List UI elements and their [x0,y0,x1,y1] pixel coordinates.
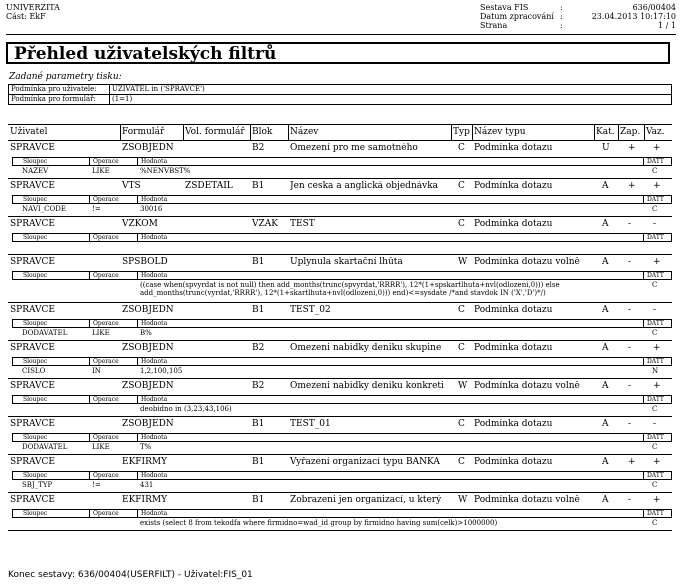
cell-blok: VZAK [252,219,278,229]
sub-col-divider [89,510,90,517]
condition-header-row [12,433,672,442]
filter-row [8,217,672,233]
sub-col-divider [89,158,90,165]
cell-kat: A [602,181,609,191]
filter-record [8,417,672,455]
col-divider [594,125,595,141]
sub-col-sloupec: Sloupec [23,272,48,279]
cell-zap: + [628,143,636,153]
cond-operace: != [92,481,101,489]
param-key: Podmínka pro formulář: [9,95,110,105]
sub-col-sloupec: Sloupec [23,196,48,203]
cell-typ: C [458,143,465,153]
filter-record [8,217,672,255]
cell-nazev-typu: Podmínka dotazu [474,219,553,229]
cond-hodnota: B% [140,329,152,337]
sub-col-divider [643,158,644,165]
cond-hodnota: %NENVBST% [140,167,191,175]
cell-zap: - [628,495,632,505]
sub-col-operace: Operace [93,472,119,479]
col-divider [288,125,289,141]
header-info-row [480,21,676,30]
cell-blok: B2 [252,343,265,353]
cell-vaz: + [653,457,661,467]
sub-col-operace: Operace [93,196,119,203]
sub-col-divider [89,434,90,441]
sub-col-divider [137,358,138,365]
cell-vaz: - [653,219,657,229]
sub-col-divider [137,272,138,279]
col-nazev-typu: Název typu [474,127,526,137]
cell-nazev: Omezení pro me samotného [290,143,418,153]
sub-col-divider [643,396,644,403]
report-header-right [480,3,676,30]
col-typ: Typ [453,127,470,137]
sub-col-divider [89,396,90,403]
sub-col-divider [643,358,644,365]
condition-row [12,480,672,490]
sub-col-hodnota: Hodnota [141,434,168,441]
cond-sloupec: SBJ_TYP [22,481,53,489]
sub-col-divider [643,320,644,327]
condition-header-row [12,157,672,166]
filter-row [8,341,672,357]
cond-operace: LIKE [92,443,110,451]
sub-col-divider [643,234,644,241]
record-divider [8,528,672,531]
sub-col-hodnota: Hodnota [141,272,168,279]
cell-zap: + [628,457,636,467]
cell-nazev: Omezeni nabidky deniku skupine [290,343,442,353]
col-uzivatel: Uživatel [10,127,48,137]
cond-hodnota: 1,2,100,105 [140,367,183,375]
cell-blok: B2 [252,143,265,153]
param-key: Podmínka pro uživatele: [9,85,110,95]
cond-hodnota: 431 [140,481,154,489]
cond-datt: C [652,405,658,413]
cell-nazev-typu: Podmínka dotazu [474,305,553,315]
sub-col-sloupec: Sloupec [23,320,48,327]
cell-nazev: Vyřazení organizací typu BANKA [290,457,440,467]
sub-col-hodnota: Hodnota [141,510,168,517]
cell-nazev: Omezeni nabidky deniku konkreti [290,381,444,391]
cell-typ: C [458,305,465,315]
cell-typ: C [458,343,465,353]
cell-zap: - [628,343,632,353]
cell-vaz: - [653,419,657,429]
col-divider [120,125,121,141]
col-kat: Kat. [596,127,615,137]
cell-zap: - [628,305,632,315]
condition-header-row [12,509,672,518]
sub-col-divider [643,196,644,203]
col-divider [250,125,251,141]
condition-row [12,442,672,452]
sub-col-hodnota: Hodnota [141,472,168,479]
sub-col-divider [89,234,90,241]
cell-form: ZSOBJEDN [122,143,174,153]
sub-col-divider [89,472,90,479]
cell-kat: A [602,419,609,429]
sub-col-divider [643,434,644,441]
cell-form: ZSOBJEDN [122,381,174,391]
cell-blok: B1 [252,457,265,467]
header-info-colon: : [560,12,563,21]
condition-row [12,518,672,528]
sub-col-divider [89,358,90,365]
cell-nazev-typu: Podmínka dotazu volně [474,495,580,505]
cell-blok: B1 [252,257,265,267]
cond-hodnota: 30016 [140,205,163,213]
sub-col-sloupec: Sloupec [23,434,48,441]
filter-row [8,379,672,395]
condition-row [12,166,672,176]
filter-row [8,417,672,433]
condition-header-row [12,395,672,404]
cell-nazev: TEST_01 [290,419,331,429]
cell-blok: B1 [252,495,265,505]
cond-datt: N [652,367,659,375]
col-zap: Zap. [620,127,641,137]
cell-kat: A [602,219,609,229]
cond-operace: LIKE [92,329,110,337]
sub-col-operace: Operace [93,234,119,241]
cond-datt: C [652,205,658,213]
param-value: UZIVATEL in ('SPRAVCE') [110,85,672,95]
cell-form: ZSOBJEDN [122,305,174,315]
cell-vaz: - [653,305,657,315]
sub-col-divider [137,510,138,517]
sub-col-sloupec: Sloupec [23,472,48,479]
sub-col-divider [137,396,138,403]
cell-nazev: TEST_02 [290,305,331,315]
sub-col-divider [137,234,138,241]
header-info-key: Datum zpracování [480,12,554,21]
cell-form: SPSBOLD [122,257,168,267]
sub-col-sloupec: Sloupec [23,396,48,403]
cond-datt: C [652,329,658,337]
cell-blok: B1 [252,419,265,429]
filter-record [8,493,672,531]
cell-vaz: + [653,495,661,505]
condition-row [12,242,672,252]
cell-user: SPRAVCE [10,495,56,505]
sub-col-datt: DATT [647,358,664,365]
cell-form: VZKOM [122,219,158,229]
cell-typ: C [458,457,465,467]
sub-col-divider [89,272,90,279]
cell-kat: A [602,495,609,505]
sub-col-datt: DATT [647,472,664,479]
sub-col-operace: Operace [93,158,119,165]
header-divider [6,34,676,35]
sub-col-hodnota: Hodnota [141,320,168,327]
col-divider [183,125,184,141]
filter-record [8,179,672,217]
col-divider [644,125,645,141]
filter-record [8,141,672,179]
filters-table [8,124,672,531]
params-label: Zadané parametry tisku: [9,72,122,82]
org-name: UNIVERZITA [6,3,60,12]
filter-record [8,341,672,379]
cell-typ: C [458,181,465,191]
sub-col-divider [89,320,90,327]
cell-user: SPRAVCE [10,457,56,467]
sub-col-hodnota: Hodnota [141,358,168,365]
cell-nazev: TEST [290,219,315,229]
cell-kat: A [602,343,609,353]
cell-form: EKFIRMY [122,457,168,467]
sub-col-sloupec: Sloupec [23,358,48,365]
title-box [6,42,670,64]
params-row [9,95,672,105]
condition-header-row [12,357,672,366]
page-title: Přehled uživatelských filtrů [14,44,277,64]
sub-col-datt: DATT [647,320,664,327]
cell-vaz: + [653,257,661,267]
params-row [9,85,672,95]
cond-sloupec: DODAVATEL [22,443,68,451]
cell-typ: W [458,257,468,267]
header-info-value: 1 / 1 [658,21,676,30]
condition-header-row [12,233,672,242]
header-info-colon: : [560,21,563,30]
sub-col-hodnota: Hodnota [141,396,168,403]
cell-nazev-typu: Podmínka dotazu [474,343,553,353]
header-info-key: Sestava FIS [480,3,529,12]
condition-header-row [12,271,672,280]
sub-col-divider [137,434,138,441]
filter-record [8,455,672,493]
sub-col-divider [89,196,90,203]
sub-col-divider [643,272,644,279]
cell-zap: - [628,381,632,391]
filter-row [8,493,672,509]
condition-row [12,366,672,376]
sub-col-datt: DATT [647,196,664,203]
cell-user: SPRAVCE [10,305,56,315]
cond-sloupec: DODAVATEL [22,329,68,337]
condition-row [12,204,672,214]
sub-col-sloupec: Sloupec [23,234,48,241]
cond-datt: C [652,167,658,175]
cell-user: SPRAVCE [10,219,56,229]
cell-blok: B1 [252,305,265,315]
sub-col-divider [643,472,644,479]
cell-user: SPRAVCE [10,181,56,191]
params-table [8,84,672,105]
cond-datt: C [652,443,658,451]
condition-row [12,280,672,300]
header-info-row [480,12,676,21]
cell-typ: W [458,381,468,391]
sub-col-operace: Operace [93,358,119,365]
condition-header-row [12,471,672,480]
cell-user: SPRAVCE [10,381,56,391]
cell-kat: A [602,257,609,267]
col-volformular: Vol. formulář [185,127,245,137]
cell-form: VTS [122,181,141,191]
col-divider [451,125,452,141]
filter-row [8,303,672,319]
filter-record [8,303,672,341]
cell-nazev: Uplynula skartační lhůta [290,257,403,267]
sub-col-operace: Operace [93,396,119,403]
org-dept: Cást: EkF [6,12,46,21]
cell-typ: C [458,219,465,229]
filter-row [8,255,672,271]
filter-row [8,455,672,471]
cond-operace: IN [92,367,101,375]
cell-kat: U [602,143,610,153]
report-footer: Konec sestavy: 636/00404(USERFILT) - Uživatel:FIS_01 [8,570,253,580]
sub-col-datt: DATT [647,510,664,517]
col-vaz: Vaz. [646,127,665,137]
cell-vaz: + [653,143,661,153]
cond-hodnota: ((case when(spvyrdat is not null) then add_months(trunc(spvyrdat,'RRRR'), 12*(1+spskartlhuta+nvl(odlozeni,0))) else add_months(trunc(vyrdat,'RRRR'), 12*(1+skartlhuta+nvl(odlozeni,0))) end)<=sysdate /*and stavdok IN ('X','D')*/) [140,281,560,297]
sub-col-datt: DATT [647,434,664,441]
param-value: (1=1) [110,95,672,105]
sub-col-datt: DATT [647,234,664,241]
cell-nazev-typu: Podmínka dotazu volně [474,257,580,267]
cell-nazev: Zobrazeni jen organizací, u který [290,495,442,505]
cond-sloupec: NAVI_CODE [22,205,66,213]
header-info-value: 636/00404 [632,3,676,12]
header-info-row [480,3,676,12]
cond-sloupec: CISLO [22,367,46,375]
cell-user: SPRAVCE [10,143,56,153]
sub-col-sloupec: Sloupec [23,510,48,517]
cell-form: ZSOBJEDN [122,343,174,353]
sub-col-datt: DATT [647,272,664,279]
report-header-left [6,3,60,21]
filter-record [8,379,672,417]
cell-vaz: + [653,381,661,391]
cell-nazev: Jen ceska a anglická objednávka [290,181,439,191]
sub-col-datt: DATT [647,158,664,165]
condition-header-row [12,319,672,328]
cell-nazev-typu: Podmínka dotazu [474,143,553,153]
cond-hodnota: exists (select 8 from tekodfa where firmidno=wad_id group by firmidno having sum(celk)>1000000) [140,519,498,527]
sub-col-operace: Operace [93,434,119,441]
cell-form: ZSOBJEDN [122,419,174,429]
sub-col-hodnota: Hodnota [141,196,168,203]
column-header-row [8,124,672,141]
sub-col-divider [137,158,138,165]
condition-row [12,404,672,414]
cond-operace: != [92,205,101,213]
cell-zap: + [628,181,636,191]
filter-row [8,179,672,195]
records-container [8,141,672,531]
cell-user: SPRAVCE [10,257,56,267]
col-formular: Formulář [122,127,165,137]
cell-nazev-typu: Podmínka dotazu [474,419,553,429]
cell-nazev-typu: Podmínka dotazu volně [474,381,580,391]
cell-blok: B2 [252,381,265,391]
cond-operace: LIKE [92,167,110,175]
cond-datt: C [652,281,658,289]
sub-col-operace: Operace [93,272,119,279]
header-info-value: 23.04.2013 10:17:10 [591,12,676,21]
sub-col-datt: DATT [647,396,664,403]
cell-user: SPRAVCE [10,419,56,429]
header-info-key: Strana [480,21,508,30]
cell-vaz: + [653,181,661,191]
sub-col-operace: Operace [93,320,119,327]
cell-zap: - [628,257,632,267]
sub-col-divider [137,472,138,479]
sub-col-divider [137,320,138,327]
sub-col-operace: Operace [93,510,119,517]
cond-datt: C [652,519,658,527]
header-info-colon: : [560,3,563,12]
cell-zap: - [628,419,632,429]
col-blok: Blok [252,127,273,137]
cond-datt: C [652,481,658,489]
cond-hodnota: T% [140,443,152,451]
cell-typ: C [458,419,465,429]
sub-col-sloupec: Sloupec [23,158,48,165]
cond-hodnota: deobidno in (3,23,43,106) [140,405,232,413]
cell-typ: W [458,495,468,505]
filter-row [8,141,672,157]
sub-col-hodnota: Hodnota [141,158,168,165]
cell-nazev-typu: Podmínka dotazu [474,181,553,191]
col-divider [618,125,619,141]
filter-record [8,255,672,303]
cell-kat: A [602,457,609,467]
sub-col-hodnota: Hodnota [141,234,168,241]
sub-col-divider [643,510,644,517]
condition-row [12,328,672,338]
cell-user: SPRAVCE [10,343,56,353]
sub-col-divider [137,196,138,203]
condition-header-row [12,195,672,204]
cell-blok: B1 [252,181,265,191]
cell-form: EKFIRMY [122,495,168,505]
cell-vaz: + [653,343,661,353]
col-divider [472,125,473,141]
cell-zap: - [628,219,632,229]
cell-kat: A [602,381,609,391]
cell-nazev-typu: Podmínka dotazu [474,457,553,467]
cell-volform: ZSDETAIL [185,181,233,191]
col-nazev: Název [290,127,319,137]
cell-kat: A [602,305,609,315]
cond-sloupec: NAZEV [22,167,49,175]
